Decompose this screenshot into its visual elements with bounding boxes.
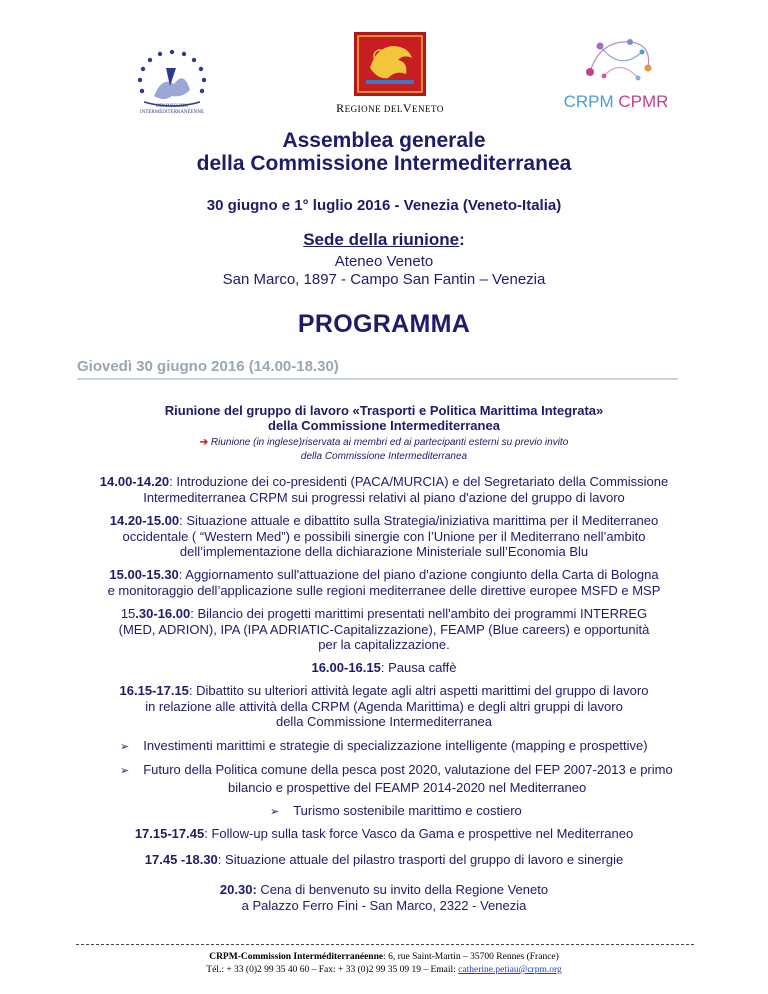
agenda-item [20, 852, 748, 868]
agenda-text: : Aggiornamento sull'attuazione del piano d'azione congiunto della Carta di Bologna [178, 567, 659, 582]
cim-logo-text-2: INTERMÉDITERRANÉENNE [140, 110, 204, 115]
bullet-item [270, 803, 522, 821]
bullet-text: Futuro della Politica comune della pesca post 2020, valutazione del FEP 2007-2013 e primo [143, 762, 673, 777]
arrowhead-bullet-icon: ➢ [270, 806, 280, 818]
programme-heading: PROGRAMMA [297, 310, 471, 338]
agenda-item [20, 606, 748, 653]
agenda-time: 14.00-14.20 [99, 474, 170, 489]
bullet-text: Investimenti marittimi e strategie di specializzazione intelligente (mapping e prospettive) [143, 738, 648, 753]
working-group-title-2: della Commissione Intermediterranea [268, 418, 500, 433]
arrowhead-bullet-icon: ➢ [120, 741, 130, 753]
footer-contacts-text: Tél.: + 33 (0)2 99 35 40 60 – Fax: + 33 (0)2 99 35 09 19 – Email: [206, 965, 459, 975]
footer-divider [76, 944, 694, 945]
agenda-time-prefix: 15 [120, 606, 136, 621]
cim-logo-text-1: COMMISSION [156, 104, 188, 109]
agenda-item [20, 567, 748, 598]
crpm-label: CRPM [563, 92, 614, 111]
agenda-time: 17.45 -18.30 [144, 852, 218, 867]
title-line-2: della Commissione Intermediterranea [196, 152, 572, 175]
event-dates: 30 giugno e 1° luglio 2016 - Venezia (Veneto-Italia) [206, 197, 562, 214]
footer-address [0, 952, 768, 962]
day-heading: Giovedì 30 giugno 2016 (14.00-18.30) [77, 358, 339, 375]
agenda-text: : Situazione attuale e dibattito sulla Strategia/iniziativa marittima per il Mediterraneo [179, 513, 659, 528]
winged-lion-icon [348, 32, 432, 96]
agenda-text: e monitoraggio dell’applicazione sulle regioni mediterranee delle direttive europee MSFD e MSP [107, 582, 661, 598]
agenda-time: 16.15-17.15 [119, 683, 189, 698]
footer-address-text: : 6, rue Saint-Martin – 35700 Rennes (France) [383, 952, 559, 962]
veneto-caption-v: V [402, 101, 413, 115]
agenda-text: della Commissione Intermediterranea [275, 714, 493, 729]
agenda-time: 15.00-15.30 [109, 567, 179, 582]
agenda-time: .30-16.00 [135, 606, 191, 621]
agenda-item [20, 513, 748, 560]
agenda-text: (MED, ADRION), IPA (IPA ADRIATIC-Capitalizzazione), FEAMP (Blue careers) e opportunità [118, 621, 650, 637]
agenda-text: : Introduzione dei co-presidenti (PACA/MURCIA) e del Segretariato della Commissione [169, 474, 669, 489]
title-line-1: Assemblea generale [282, 129, 486, 152]
agenda-item [20, 683, 748, 730]
agenda-item [20, 474, 748, 505]
crpm-cpmr-logo [560, 32, 672, 120]
regione-veneto-logo [348, 32, 432, 96]
agenda-time: 14.20-15.00 [109, 513, 180, 528]
dinner-line-1: Cena di benvenuto su invito della Regione Veneto [256, 882, 549, 897]
commission-intermediterranee-logo [124, 46, 220, 122]
working-group-title-1: Riunione del gruppo di lavoro «Trasporti e Politica Marittima Integrata» [164, 403, 604, 418]
crpm-network-icon [560, 32, 672, 92]
agenda-item [20, 826, 748, 842]
cpmr-label: CPMR [618, 92, 669, 111]
agenda-text: dell’implementazione della dichiarazione Ministeriale sull’Economia Blu [179, 544, 589, 559]
note-line-2: della Commissione Intermediterranea [300, 451, 468, 462]
venue-line-1: Ateneo Veneto [334, 253, 434, 270]
venue-heading [0, 230, 768, 250]
veneto-caption-r: R [336, 101, 345, 115]
agenda-text: : Situazione attuale del pilastro trasporti del gruppo di lavoro e sinergie [217, 852, 624, 867]
agenda-text: : Dibattito su ulteriori attività legate agli altri aspetti marittimi del gruppo di lavoro [188, 683, 649, 698]
day-divider [77, 378, 678, 380]
agenda-text: in relazione alle attività della CRPM (Agenda Marittima) e degli altri gruppi di lavoro [145, 698, 623, 714]
veneto-caption-veneto: ENETO [412, 104, 444, 114]
agenda-text: : Follow-up sulla task force Vasco da Gama e prospettive nel Mediterraneo [204, 826, 634, 841]
agenda-text: occidentale ( “Western Med”) e possibili sinergie con l’Unione per il Mediterrano nell’ambito [122, 528, 646, 544]
bullet-text: Turismo sostenibile marittimo e costiero [293, 803, 522, 818]
agenda-text: : Pausa caffè [380, 660, 457, 675]
agenda-text: : Bilancio dei progetti marittimi presentati nell'ambito dei programmi INTERREG [190, 606, 648, 621]
arrowhead-bullet-icon: ➢ [120, 765, 130, 777]
agenda-item [20, 660, 748, 676]
dinner-item [20, 882, 748, 913]
agenda-text: Intermediterranea CRPM sui progressi relativi al piano d'azione del gruppo di lavoro [143, 489, 625, 505]
dinner-time: 20.30: [219, 882, 257, 897]
venue-heading-colon: : [459, 230, 465, 249]
regione-veneto-caption [300, 101, 480, 116]
working-group-note [0, 436, 768, 464]
agenda-time: 17.15-17.45 [134, 826, 205, 841]
bullet-text: bilancio e prospettive del FEAMP 2014-2020 nel Mediterraneo [228, 779, 587, 795]
bullet-item [120, 762, 680, 795]
footer-contacts [0, 965, 768, 975]
dinner-line-2: a Palazzo Ferro Fini - San Marco, 2322 - Venezia [241, 897, 527, 913]
red-arrow-icon: ➔ [199, 437, 209, 448]
veneto-caption-regione: EGIONE DEL [344, 104, 403, 114]
bullet-item [120, 738, 648, 756]
venue-heading-label: Sede della riunione [303, 230, 460, 249]
footer-email-link[interactable]: catherine.petiau@crpm.org [458, 965, 562, 975]
agenda-text: per la capitalizzazione. [318, 637, 450, 652]
footer-org: CRPM-Commission Interméditerranéenne [209, 952, 384, 962]
note-line-1: Riunione (in inglese)riservata ai membri ed ai partecipanti esterni su previo invito [210, 437, 569, 448]
venue-line-2: San Marco, 1897 - Campo San Fantin – Venezia [222, 271, 546, 288]
agenda-time: 16.00-16.15 [311, 660, 381, 675]
